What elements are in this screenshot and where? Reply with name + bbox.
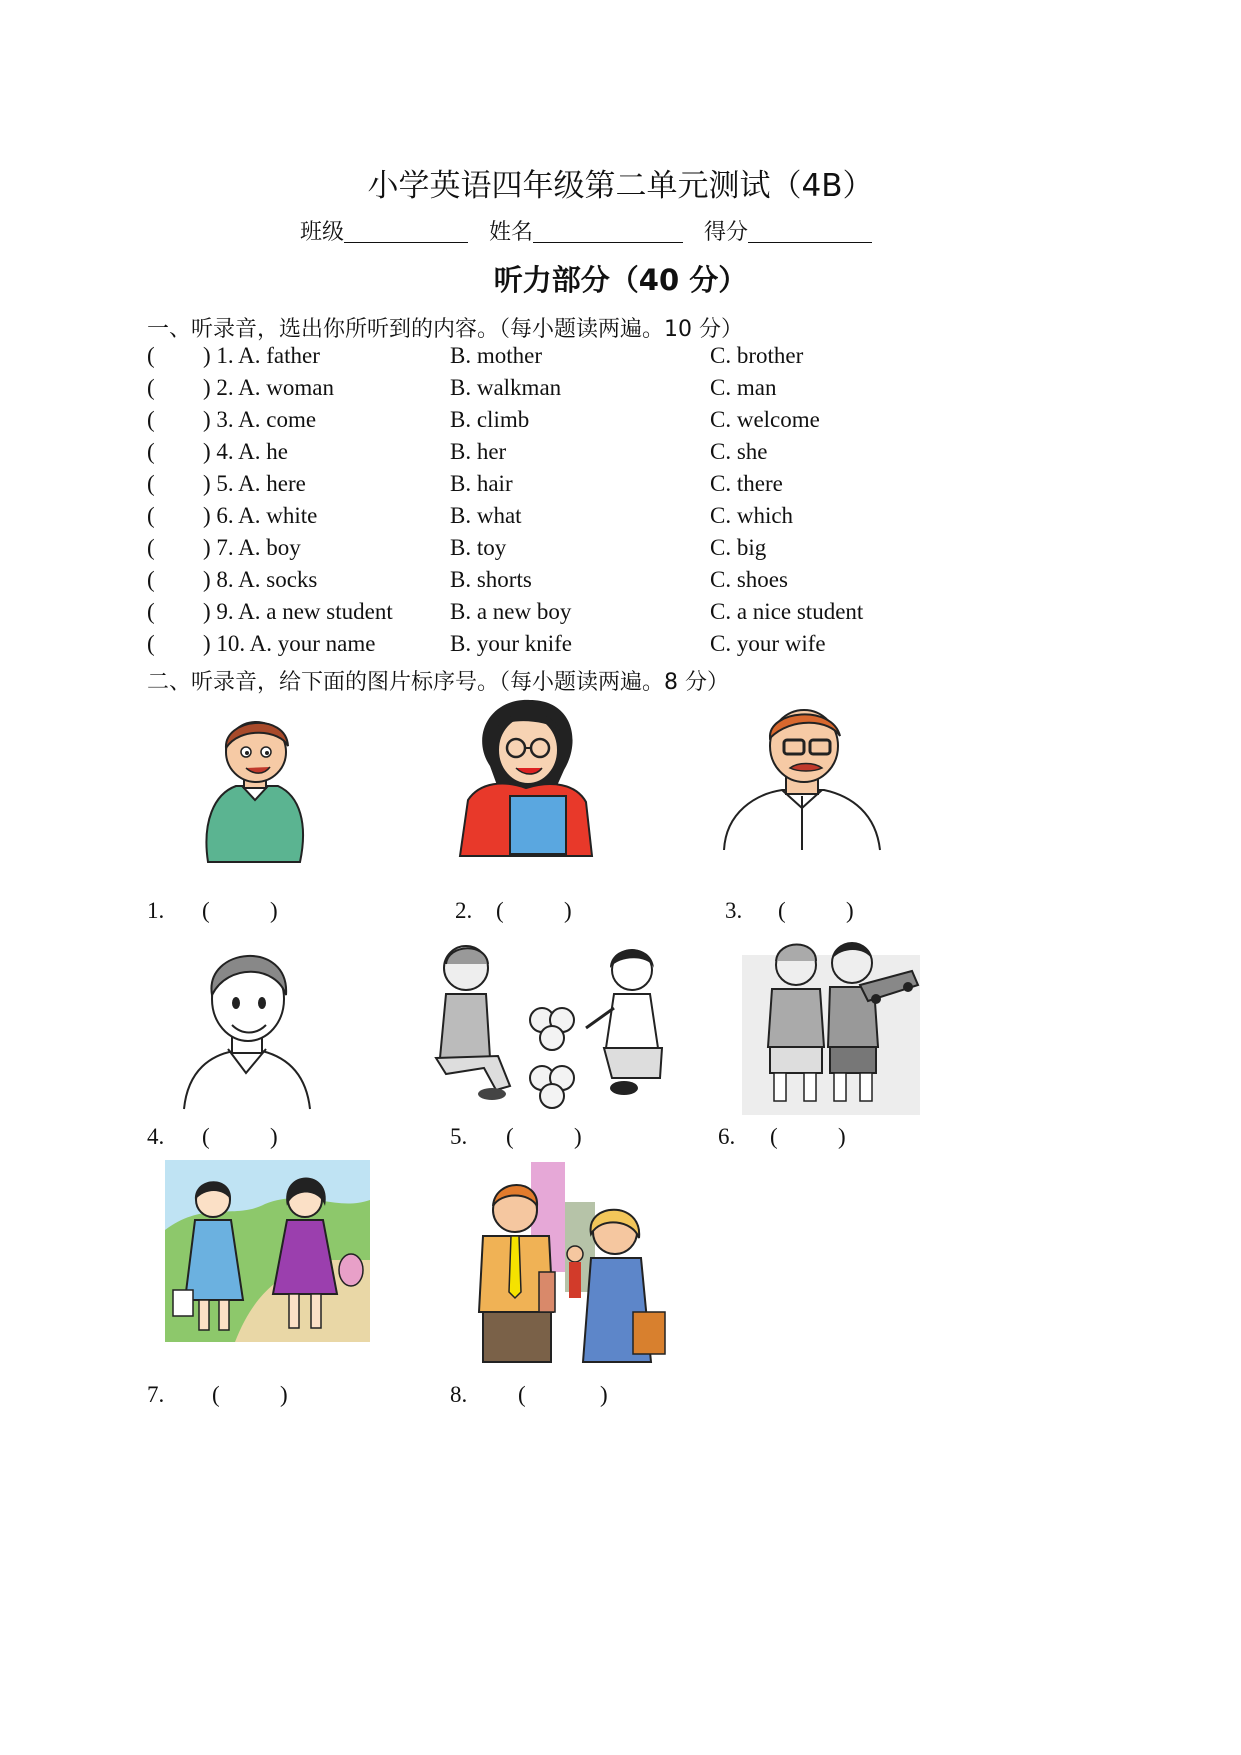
option-c: C. which: [710, 503, 794, 528]
question-row: [147, 471, 1147, 503]
class-blank[interactable]: [344, 220, 468, 243]
answer-close-paren: ): [574, 1124, 582, 1149]
option-c: C. there: [710, 471, 783, 496]
option-c: C. man: [710, 375, 777, 400]
answer-close-paren: ): [564, 898, 572, 923]
option-c: C. welcome: [710, 407, 820, 432]
option-b: B. what: [450, 503, 522, 528]
answer-blank-open-paren[interactable]: (: [147, 407, 155, 432]
option-b: B. hair: [450, 471, 513, 496]
question-number-option-a: ) 9. A. a new student: [203, 599, 393, 624]
answer-blank-open-paren[interactable]: (: [147, 631, 155, 656]
question-row: [147, 503, 1147, 535]
question-row: [147, 343, 1147, 375]
student-info-line: [300, 215, 886, 246]
class-label: 班级: [300, 220, 345, 245]
answer-blank-open-paren[interactable]: (: [147, 567, 155, 592]
option-b: B. walkman: [450, 375, 562, 400]
answer-blank-open-paren[interactable]: (: [147, 599, 155, 624]
picture-number-label: 3.: [725, 898, 743, 923]
question-number-option-a: ) 8. A. socks: [203, 567, 318, 592]
answer-open-paren[interactable]: (: [518, 1382, 526, 1407]
picture-number-label: 2.: [455, 898, 473, 923]
question-number-option-a: ) 2. A. woman: [203, 375, 334, 400]
question-number-option-a: ) 10. A. your name: [203, 631, 376, 656]
boy-girl-balls-picture: [426, 938, 672, 1113]
answer-open-paren[interactable]: (: [778, 898, 786, 923]
answer-blank-open-paren[interactable]: (: [147, 503, 155, 528]
answer-close-paren: ): [270, 898, 278, 923]
man-woman-street-picture: [465, 1162, 665, 1362]
option-b: B. climb: [450, 407, 530, 432]
option-c: C. a nice student: [710, 599, 864, 624]
woman-teacher-glasses-picture: [460, 696, 595, 856]
option-b: B. your knife: [450, 631, 573, 656]
option-c: C. your wife: [710, 631, 826, 656]
answer-open-paren[interactable]: (: [496, 898, 504, 923]
picture-number-label: 5.: [450, 1124, 468, 1149]
score-label: 得分: [704, 220, 749, 245]
answer-blank-open-paren[interactable]: (: [147, 375, 155, 400]
answer-open-paren[interactable]: (: [212, 1382, 220, 1407]
question-row: [147, 439, 1147, 471]
picture-number-label: 4.: [147, 1124, 165, 1149]
section2-heading: 二、听录音，给下面的图片标序号。（每小题读两遍。8 分）: [147, 670, 729, 695]
name-blank[interactable]: [533, 220, 683, 243]
option-c: C. big: [710, 535, 767, 560]
option-c: C. shoes: [710, 567, 788, 592]
two-girls-park-picture: [165, 1160, 370, 1342]
answer-close-paren: ): [838, 1124, 846, 1149]
question-row: [147, 375, 1147, 407]
answer-close-paren: ): [280, 1382, 288, 1407]
option-b: B. a new boy: [450, 599, 572, 624]
option-b: B. mother: [450, 343, 542, 368]
option-b: B. shorts: [450, 567, 532, 592]
question-number-option-a: ) 1. A. father: [203, 343, 320, 368]
answer-close-paren: ): [600, 1382, 608, 1407]
section-subtitle: 听力部分（40 分）: [493, 263, 748, 297]
answer-blank-open-paren[interactable]: (: [147, 535, 155, 560]
question-row: [147, 631, 1147, 663]
answer-blank-open-paren[interactable]: (: [147, 471, 155, 496]
two-boys-toy-car-picture: [742, 935, 920, 1115]
picture-number-label: 7.: [147, 1382, 165, 1407]
man-sweater-picture: [182, 937, 312, 1112]
question-number-option-a: ) 5. A. here: [203, 471, 306, 496]
question-number-option-a: ) 7. A. boy: [203, 535, 301, 560]
picture-number-label: 6.: [718, 1124, 736, 1149]
answer-open-paren[interactable]: (: [202, 898, 210, 923]
picture-number-label: 8.: [450, 1382, 468, 1407]
name-label: 姓名: [489, 220, 534, 245]
picture-number-label: 1.: [147, 898, 165, 923]
answer-open-paren[interactable]: (: [506, 1124, 514, 1149]
option-b: B. her: [450, 439, 507, 464]
answer-close-paren: ): [270, 1124, 278, 1149]
question-row: [147, 567, 1147, 599]
option-c: C. brother: [710, 343, 804, 368]
question-number-option-a: ) 3. A. come: [203, 407, 317, 432]
score-blank[interactable]: [748, 220, 872, 243]
option-c: C. she: [710, 439, 768, 464]
answer-open-paren[interactable]: (: [770, 1124, 778, 1149]
question-number-option-a: ) 6. A. white: [203, 503, 318, 528]
option-b: B. toy: [450, 535, 507, 560]
answer-blank-open-paren[interactable]: (: [147, 343, 155, 368]
question-number-option-a: ) 4. A. he: [203, 439, 288, 464]
question-row: [147, 407, 1147, 439]
page-title: 小学英语四年级第二单元测试（4B）: [367, 168, 874, 204]
boy-green-sweater-picture: [200, 712, 310, 872]
answer-open-paren[interactable]: (: [202, 1124, 210, 1149]
answer-blank-open-paren[interactable]: (: [147, 439, 155, 464]
answer-close-paren: ): [846, 898, 854, 923]
question-row: [147, 535, 1147, 567]
section1-heading: 一、听录音，选出你所听到的内容。（每小题读两遍。10 分）: [147, 317, 743, 342]
man-glasses-mustache-picture: [722, 696, 882, 854]
question-row: [147, 599, 1147, 631]
